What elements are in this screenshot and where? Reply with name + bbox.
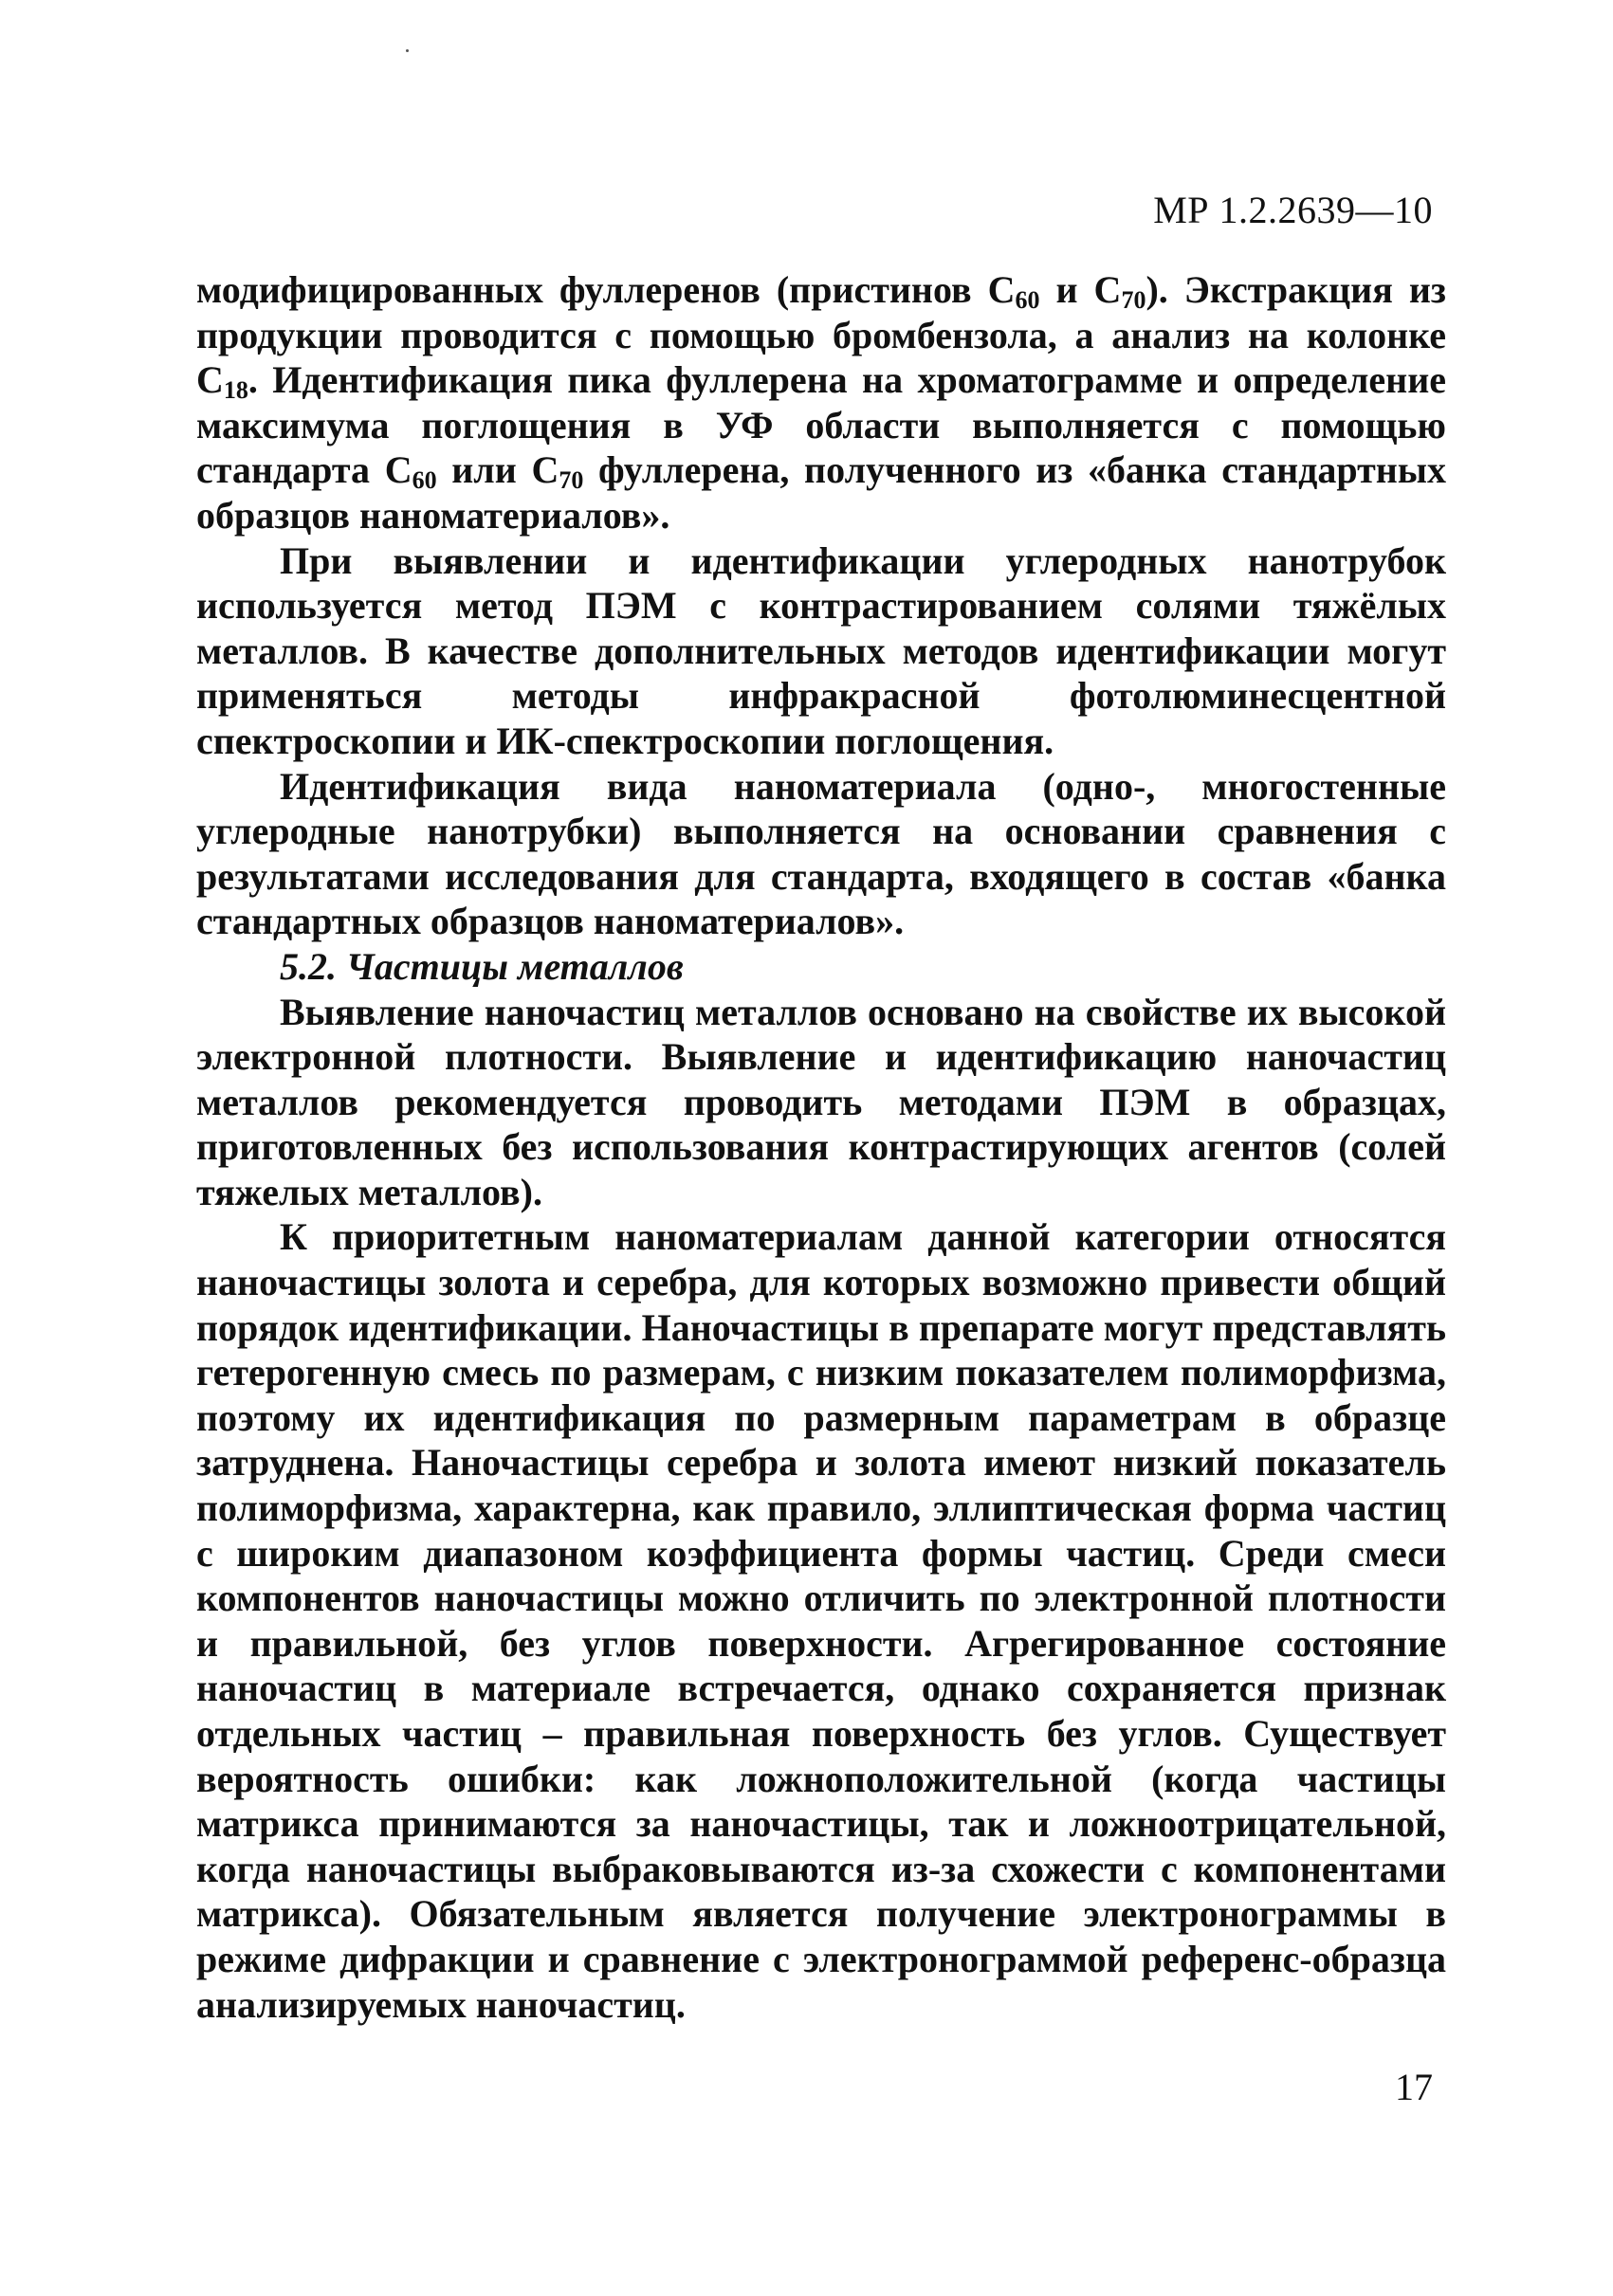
subscript: 70 xyxy=(559,466,584,495)
paragraph-identification: Идентификация вида наноматериала (одно-, многостенные углеродные нанотрубки) выполняется на основании сравнения с результатами исследования для стандарта, входящего в состав «банка стандартных образцов наноматериалов». xyxy=(196,764,1446,943)
subscript: 60 xyxy=(1015,286,1040,314)
body-text xyxy=(196,267,1446,2027)
paragraph-metal-detection: Выявление наночастиц металлов основано на свойстве их высокой электронной плотности. Выявление и идентификацию наночастиц металлов рекомендуется проводить методами ПЭМ в образцах, приготовленных без использования контрастирующих агентов (солей тяжелых металлов). xyxy=(196,990,1446,1213)
text-fragment: фуллерена, полученного из «банка стандартных образцов наноматериалов». xyxy=(196,448,1447,537)
page-number: 17 xyxy=(1395,2066,1433,2108)
subscript: 18 xyxy=(223,376,248,405)
paragraph-nanotubes: При выявлении и идентификации углеродных нанотрубок используется метод ПЭМ с контрастированием солями тяжёлых металлов. В качестве дополнительных методов идентификации могут применяться методы инфракрасной фотолюминесцентной спектроскопии и ИК-спектроскопии поглощения. xyxy=(196,538,1446,762)
paragraph-gold-silver: К приоритетным наноматериалам данной категории относятся наночастицы золота и серебра, для которых возможно привести общий порядок идентификации. Наночастицы в препарате могут представлять гетерогенную смесь по размерам, с низким показателем полиморфизма, поэтому их идентификация по размерным параметрам в образце затруднена. Наночастицы серебра и золота имеют низкий показатель полиморфизма, характерна, как правило, эллиптическая форма частиц с широким диапазоном коэффициента формы частиц. Среди смеси компонентов наночастицы можно отличить по электронной плотности и правильной, без углов поверхности. Агрегированное состояние наночастиц в материале встречается, однако сохраняется признак отдельных частиц – правильная поверхность без углов. Существует вероятность ошибки: как ложноположительной (когда частицы матрикса принимаются за наночастицы, так и ложноотрицательной, когда наночастицы выбраковываются из-за схожести с компонентами матрикса). Обязательным является получение электронограммы в режиме дифракции и сравнение с электронограммой референс-образца анализируемых наночастиц. xyxy=(196,1215,1446,2026)
document-code: МР 1.2.2639—10 xyxy=(1153,189,1433,231)
scan-speck xyxy=(406,49,409,52)
text-fragment: . Идентификация пика фуллерена на хроматограмме и определение максимума поглощения в УФ области выполняется с помощью стандарта C xyxy=(196,358,1446,492)
text-fragment: и C xyxy=(1039,268,1122,311)
section-heading: 5.2. Частицы металлов xyxy=(280,944,684,988)
subscript: 60 xyxy=(412,466,437,495)
text-fragment: или C xyxy=(436,448,559,492)
paragraph-fullerenes xyxy=(196,267,1446,538)
text-fragment: модифицированных фуллеренов (пристинов C xyxy=(196,268,1016,311)
text-fragment: ). Экстракция из продукции проводится с помощью бромбензола, а анализ на колонке C xyxy=(196,268,1446,402)
subscript: 70 xyxy=(1121,286,1146,314)
